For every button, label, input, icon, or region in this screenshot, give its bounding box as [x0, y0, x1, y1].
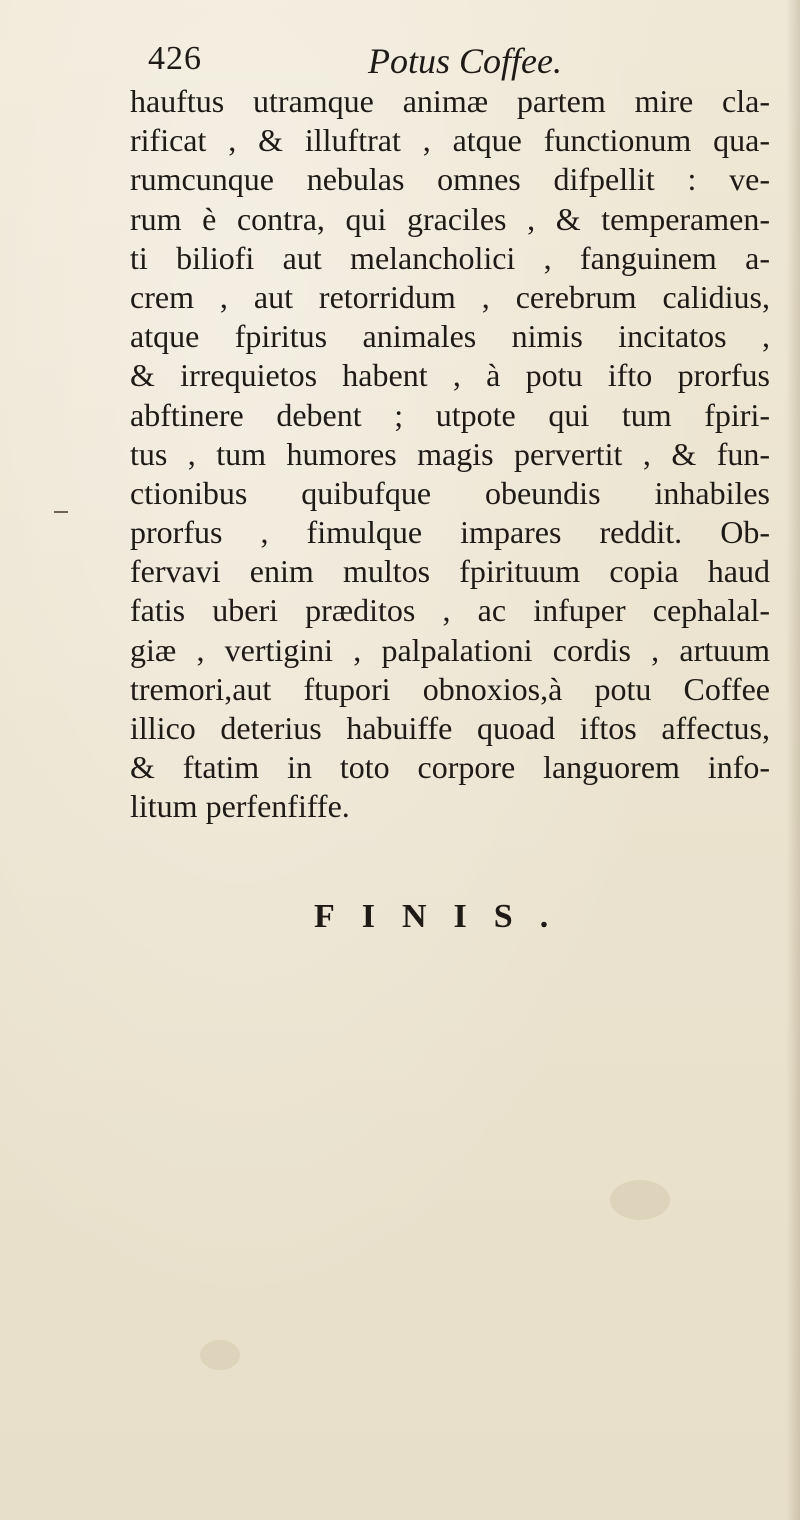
text-line: fervavi enim multos fpirituum copia haud — [130, 553, 770, 590]
text-line: abftinere debent ; utpote qui tum fpiri- — [130, 396, 770, 433]
page-edge-shadow — [786, 0, 800, 1520]
page-header — [148, 40, 668, 84]
running-head: Potus Coffee. — [368, 41, 562, 81]
text-line: atque fpiritus animales nimis incitatos , — [130, 318, 770, 355]
text-line: rumcunque nebulas omnes difpellit : ve- — [130, 161, 770, 198]
text-line-last: litum perfenfiffe. — [130, 788, 350, 825]
body-text — [130, 82, 770, 827]
text-line: & ftatim in toto corpore languorem info- — [130, 749, 770, 786]
text-line: giæ , vertigini , palpalationi cordis , artuum — [130, 631, 770, 668]
text-line: illico deterius habuiffe quoad iftos affectus, — [130, 710, 770, 746]
paper-stain — [200, 1340, 240, 1370]
text-line: tremori,aut ftupori obnoxios,à potu Coffee — [130, 670, 770, 707]
text-line: hauftus utramque animæ partem mire cla- — [130, 83, 770, 119]
text-line: crem , aut retorridum , cerebrum calidius, — [130, 278, 770, 315]
text-line: rum è contra, qui graciles , & temperamen- — [130, 200, 770, 237]
text-line: & irrequietos habent , à potu ifto prorfus — [130, 357, 770, 394]
text-line: ctionibus quibufque obeundis inhabiles — [130, 474, 770, 511]
text-line: prorfus , fimulque impares reddit. Ob- — [130, 514, 770, 551]
text-line: ti biliofi aut melancholici , fanguinem a- — [130, 239, 770, 276]
margin-mark — [54, 511, 68, 513]
finis-heading: FINIS. — [314, 898, 576, 935]
paper-stain — [610, 1180, 670, 1220]
text-line: fatis uberi præditos , ac infuper cephalal- — [130, 592, 770, 629]
text-line: rificat , & illuftrat , atque functionum qua- — [130, 122, 770, 159]
text-line: tus , tum humores magis pervertit , & fun- — [130, 435, 770, 472]
page-number: 426 — [148, 40, 202, 77]
